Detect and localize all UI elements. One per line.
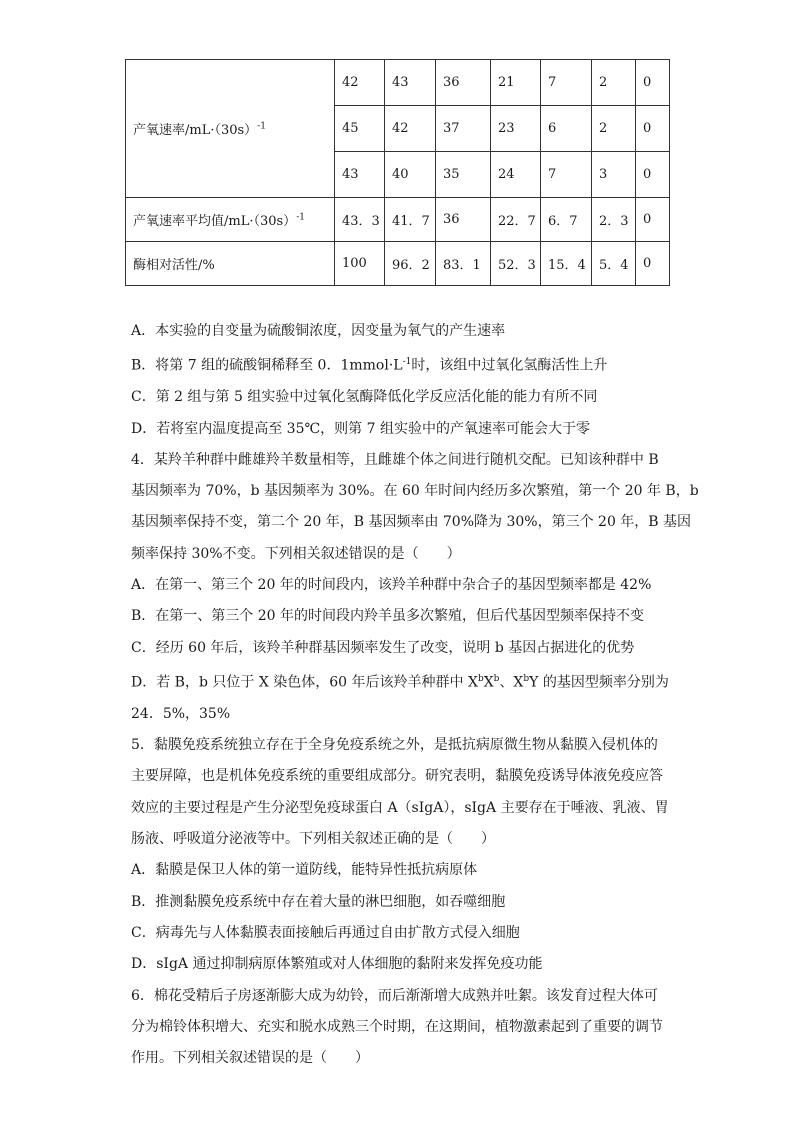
table-row: 45 42 37 23 6 2 0: [126, 106, 670, 152]
q3-option-b: B．将第 7 组的硫酸铜稀释至 0．$1mmol\cdot L^{-1}$时，该组中过氧化氢酶活性上升: [131, 357, 608, 374]
q5-stem-line: 5．黏膜免疫系统独立存在于全身免疫系统之外，是抵抗病原微生物从黏膜入侵机体的: [131, 737, 658, 754]
q5-stem-line: 主要屏障，也是机体免疫系统的重要组成部分。研究表明，黏膜免疫诱导体液免疫应答: [131, 768, 663, 785]
q4-stem-line: 4．某羚羊种群中雌雄羚羊数量相等，且雌雄个体之间进行随机交配。已知该种群中 B: [131, 451, 659, 468]
q4-stem-line: 基因频率为 70%，b 基因频率为 30%。在 60 年时间内经历多次繁殖，第一个 20 年 B，b: [131, 483, 699, 500]
q4-option-a: A．在第一、第三个 20 年的时间段内，该羚羊种群中杂合子的基因型频率都是 42%: [131, 577, 652, 594]
activity-label-cell: 酶相对活性/%: [126, 242, 335, 286]
question-text: [131, 316, 699, 1074]
q5-stem-line: 肠液、呼吸道分泌液等中。下列相关叙述正确的是（ ）: [131, 831, 495, 848]
q4-option-d-cont: 24．5%，35%: [131, 705, 231, 722]
q4-option-c: C．经历 60 年后，该羚羊种群基因频率发生了改变，说明 b 基因占据进化的优势: [131, 639, 635, 656]
q4-option-b: B．在第一、第三个 20 年的时间段内羚羊虽多次繁殖，但后代基因型频率保持不变: [131, 608, 645, 625]
rate-label-cell: 产氧速率$/mL\cdot(30s)^{-1}$: [126, 60, 335, 198]
q6-stem-line: 6．棉花受精后子房逐渐膨大成为幼铃，而后渐渐增大成熟并吐絮。该发育过程大体可: [131, 987, 658, 1004]
table-row: 产氧速率平均值$/mL\cdot(30s)^{-1}$ 43．3 41．7 36 22．7 6．7 2．3 0: [126, 198, 670, 242]
q5-stem-line: 效应的主要过程是产生分泌型免疫球蛋白 A（sIgA），sIgA 主要存在于唾液、乳液、胃: [131, 799, 669, 816]
table-row: 43 40 35 24 7 3 0: [126, 152, 670, 198]
q5-option-b: B．推测黏膜免疫系统中存在着大量的淋巴细胞，如吞噬细胞: [131, 893, 506, 910]
table-row: 酶相对活性/% 100 96．2 83．1 52．3 15．4 5．4 0: [126, 242, 670, 286]
q4-stem-line: 基因频率保持不变，第二个 20 年，B 基因频率由 70%降为 30%，第三个 20 年，B 基因: [131, 514, 692, 531]
table-row: 产氧速率$/mL\cdot(30s)^{-1}$ 42 43 36 21 7 2 0: [126, 60, 670, 106]
q4-option-d: D．若 B，b 只位于 X 染色体，60 年后该羚羊种群中 $X^bX^b$、$X^bY$ 的基因型频率分别为: [131, 673, 669, 691]
enzyme-activity-table: [125, 59, 670, 286]
q5-option-d: D．sIgA 通过抑制病原体繁殖或对人体细胞的黏附来发挥免疫功能: [131, 956, 543, 973]
q6-stem-line: 分为棉铃体积增大、充实和脱水成熟三个时期，在这期间，植物激素起到了重要的调节: [131, 1018, 663, 1035]
q3-option-c: C．第 2 组与第 5 组实验中过氧化氢酶降低化学反应活化能的能力有所不同: [131, 389, 598, 406]
q5-option-a: A．黏膜是保卫人体的第一道防线，能特异性抵抗病原体: [131, 862, 478, 879]
q6-stem-line: 作用。下列相关叙述错误的是（ ）: [131, 1050, 369, 1067]
q4-stem-line: 频率保持 30%不变。下列相关叙述错误的是（ ）: [131, 545, 461, 562]
q3-option-d: D．若将室内温度提高至 35℃，则第 7 组实验中的产氧速率可能会大于零: [131, 420, 590, 437]
avg-label-cell: 产氧速率平均值$/mL\cdot(30s)^{-1}$: [126, 198, 335, 242]
q5-option-c: C．病毒先与人体黏膜表面接触后再通过自由扩散方式侵入细胞: [131, 924, 520, 941]
q3-option-a: A．本实验的自变量为硫酸铜浓度，因变量为氧气的产生速率: [131, 323, 506, 339]
